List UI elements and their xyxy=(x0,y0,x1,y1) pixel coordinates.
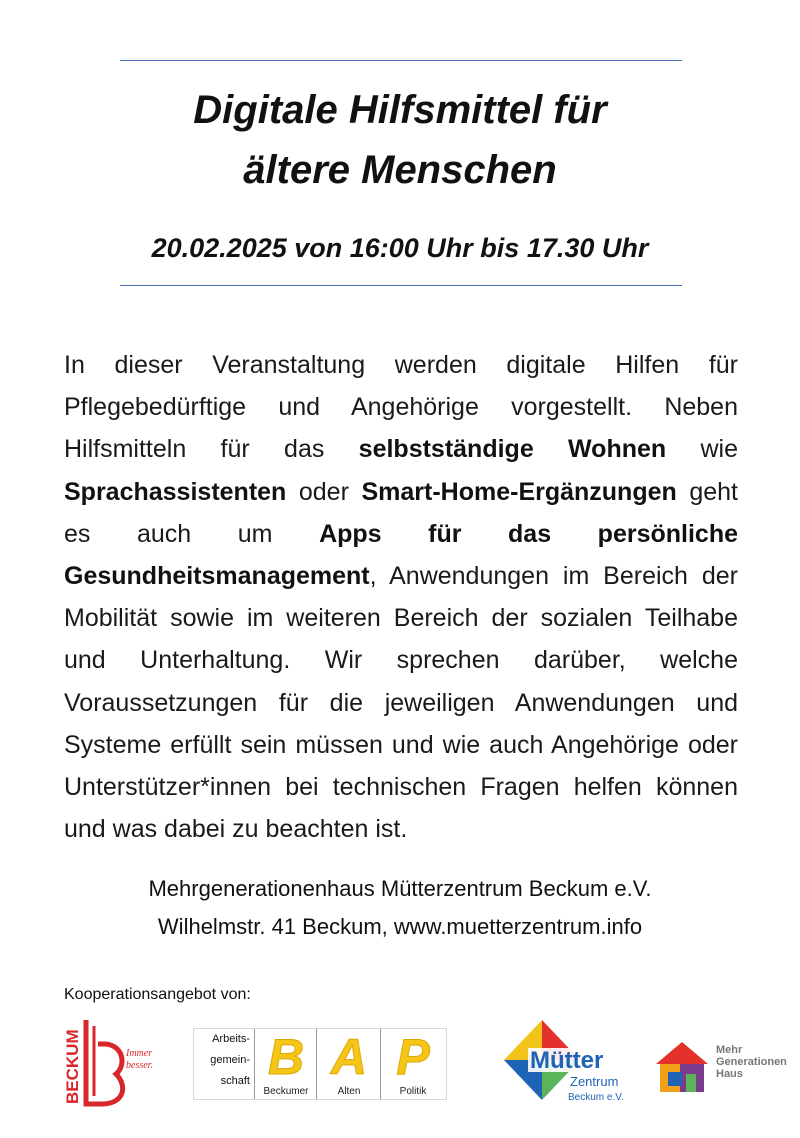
top-rule xyxy=(120,60,682,61)
description-paragraph xyxy=(64,344,738,850)
title-line-1: Digitale Hilfsmittel für xyxy=(193,88,607,132)
muetterzentrum-logo xyxy=(502,1020,627,1106)
body-text-3: oder xyxy=(286,477,362,506)
mgh-line-1: Mehr xyxy=(716,1044,743,1056)
mutter-word-3: Beckum e.V. xyxy=(568,1092,624,1103)
bap-letter-b: B xyxy=(267,1029,305,1085)
body-bold-1: selbstständige Wohnen xyxy=(358,435,667,464)
bap-cell-b xyxy=(254,1029,317,1099)
mgh-text xyxy=(716,1044,787,1080)
body-bold-3: Smart-Home-Ergänzungen xyxy=(361,477,677,506)
venue-address xyxy=(0,870,800,946)
beckum-logo-name: BECKUM xyxy=(63,1029,82,1104)
muetterzentrum-logo-graphic xyxy=(502,1020,627,1106)
bap-label-line-3: schaft xyxy=(220,1075,250,1087)
body-bold-2: Sprachassistenten xyxy=(64,477,287,506)
body-bold-4: Apps für das persönliche Gesundheitsmanagement xyxy=(64,519,738,591)
bap-word-beckumer: Beckumer xyxy=(263,1086,309,1097)
mutter-word-2: Zentrum xyxy=(570,1074,619,1089)
beckum-logo-graphic xyxy=(62,1016,172,1108)
beckum-logo xyxy=(62,1016,172,1108)
address-line-1: Mehrgenerationenhaus Mütterzentrum Beckum e.V. xyxy=(148,876,652,901)
title-line-2: ältere Menschen xyxy=(243,148,557,192)
bap-cell-p xyxy=(380,1029,445,1099)
bap-word-alten: Alten xyxy=(337,1086,361,1097)
bap-logo xyxy=(193,1028,447,1100)
mutter-word-1: Mütter xyxy=(530,1047,604,1074)
beckum-slogan-2: besser. xyxy=(126,1060,153,1071)
mgh-line-2: Generationen xyxy=(716,1056,787,1068)
bap-letter-p: P xyxy=(396,1029,430,1085)
beckum-slogan-1: Immer xyxy=(126,1048,153,1059)
mgh-line-3: Haus xyxy=(716,1068,743,1080)
cooperation-label: Kooperationsangebot von: xyxy=(64,986,251,1003)
bap-letter-a: A xyxy=(330,1029,368,1085)
house-icon xyxy=(652,1038,712,1098)
page-title xyxy=(0,80,800,200)
body-text-1: In dieser Veranstaltung werden digitale Hilfen für Pflegebedürftige und Angehörige vorgestellt. Neben Hilfsmitteln für das xyxy=(64,351,738,464)
bap-label-line-2: gemein- xyxy=(210,1054,250,1066)
body-text-2: wie xyxy=(666,435,738,464)
body-text-4: geht es auch um xyxy=(64,477,738,548)
mehrgenerationenhaus-logo xyxy=(652,1038,797,1098)
bap-label xyxy=(194,1029,254,1099)
bap-label-line-1: Arbeits- xyxy=(212,1033,250,1045)
event-date: 20.02.2025 von 16:00 Uhr bis 17.30 Uhr xyxy=(151,233,649,263)
bottom-rule xyxy=(120,285,682,286)
body-text-5: , Anwendungen im Bereich der Mobilität sowie im weiteren Bereich der sozialen Teilhabe und Unterhaltung. Wir sprechen darüber, welche Voraussetzungen für die jeweiligen Anwendungen und Systeme erfüllt sein müssen und wie auch Angehörige oder Unterstützer*innen bei technischen Fragen helfen können und was dabei zu beachten ist. xyxy=(64,562,738,844)
bap-word-politik: Politik xyxy=(399,1086,427,1097)
bap-cell-a xyxy=(316,1029,381,1099)
address-line-2: Wilhelmstr. 41 Beckum, www.muetterzentrum.info xyxy=(157,914,643,939)
